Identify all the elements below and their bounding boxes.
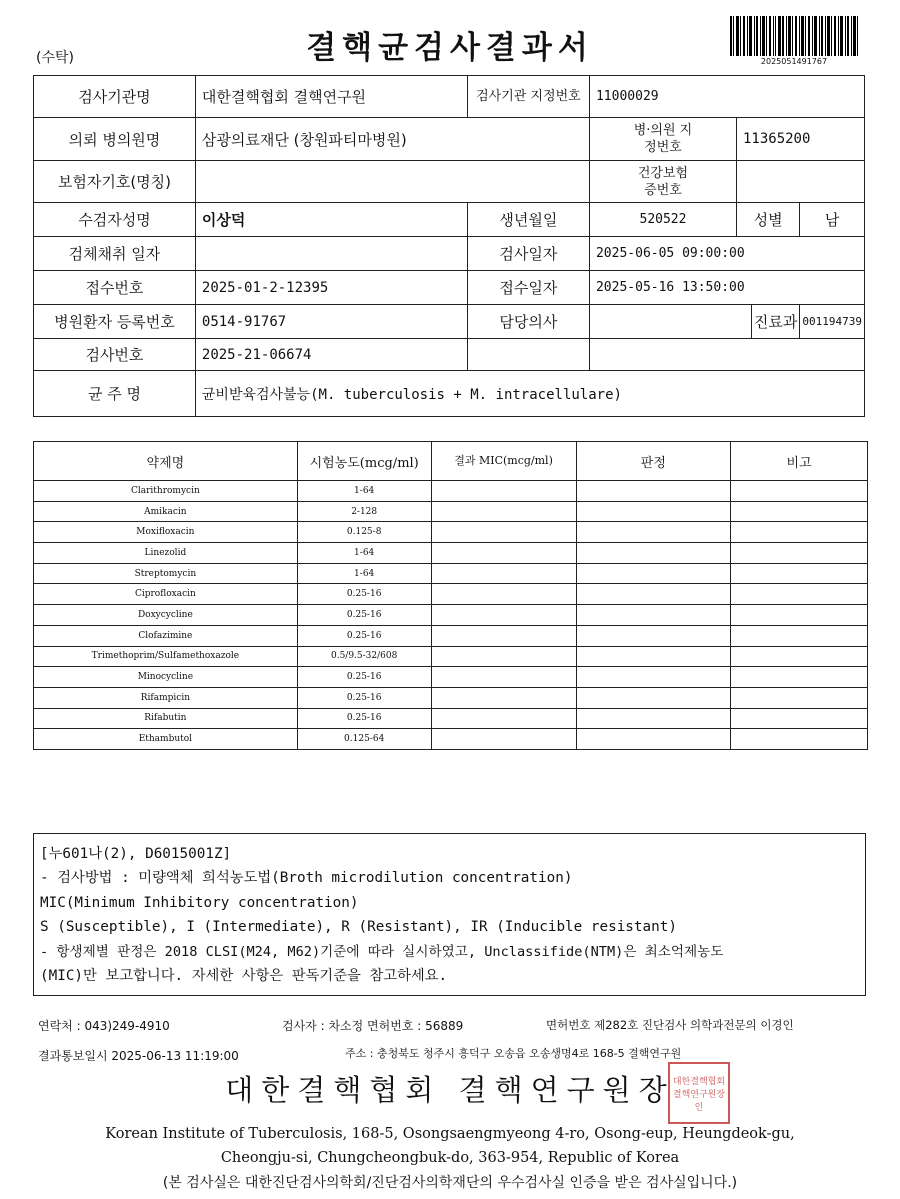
- barcode-number: 2025051491767: [760, 57, 828, 66]
- method-line: - 항생제별 판정은 2018 CLSI(M24, M62)기준에 따라 실시하였고, Unclassifide(NTM)은 최소억제농도: [40, 943, 724, 960]
- inst-code-value: 11000029: [589, 76, 864, 118]
- remark-cell: [731, 481, 868, 502]
- requester-value: 삼광의료재단 (창원파티마병원): [195, 118, 589, 161]
- test-number-label: 검사번호: [34, 339, 196, 371]
- drug-range: 0.25-16: [297, 584, 431, 605]
- lab-address: 주소 : 충청북도 청주시 흥덕구 오송읍 오송생명4로 168-5 결핵연구원: [345, 1047, 682, 1060]
- mic-cell: [431, 501, 576, 522]
- interp-cell: [576, 708, 731, 729]
- drug-range: 0.125-64: [297, 729, 431, 750]
- accession-label: 접수번호: [34, 271, 196, 305]
- remark-cell: [731, 667, 868, 688]
- table-row: [34, 563, 868, 584]
- drug-name: Trimethoprim/Sulfamethoxazole: [34, 646, 298, 667]
- test-date-value: 2025-06-05 09:00:00: [589, 237, 864, 271]
- insurance-label: 보험자기호(명칭): [34, 161, 196, 203]
- table-row: [34, 501, 868, 522]
- drug-range: 0.25-16: [297, 625, 431, 646]
- susceptibility-table: [33, 441, 868, 750]
- sex-value: 남: [800, 203, 865, 237]
- health-ins-value: [736, 161, 864, 203]
- remark-cell: [731, 563, 868, 584]
- patient-name-label: 수검자성명: [34, 203, 196, 237]
- barcode-icon: [730, 16, 858, 56]
- method-line: - 검사방법 : 미량액체 희석농도법(Broth microdilution concentration): [40, 870, 573, 887]
- empty-cell: [467, 339, 589, 371]
- remark-cell: [731, 543, 868, 564]
- header-drug: 약제명: [34, 442, 298, 481]
- interp-cell: [576, 646, 731, 667]
- doctor-label: 담당의사: [467, 305, 589, 339]
- interp-cell: [576, 625, 731, 646]
- mic-cell: [431, 708, 576, 729]
- remark-cell: [731, 729, 868, 750]
- header-range: 시험농도(mcg/ml): [297, 442, 431, 481]
- patient-reg-label: 병원환자 등록번호: [34, 305, 196, 339]
- mic-cell: [431, 563, 576, 584]
- physician-license: 면허번호 제282호 진단검사 의학과전문의 이경인: [546, 1018, 794, 1032]
- method-line: [누601나(2), D6015001Z]: [40, 846, 232, 862]
- remark-cell: [731, 687, 868, 708]
- remark-cell: [731, 708, 868, 729]
- institution-value: 대한결핵협회 결핵연구원: [195, 76, 467, 118]
- drug-name: Moxifloxacin: [34, 522, 298, 543]
- remark-cell: [731, 605, 868, 626]
- interp-cell: [576, 667, 731, 688]
- interp-cell: [576, 522, 731, 543]
- remark-cell: [731, 625, 868, 646]
- hospital-code-label: 병·의원 지정번호: [589, 118, 736, 161]
- receipt-date-label: 접수일자: [467, 271, 589, 305]
- organism-label: 균 주 명: [34, 371, 196, 417]
- english-address-line-2: Cheongju-si, Chungcheongbuk-do, 363-954, Republic of Korea: [220, 1150, 680, 1166]
- table-row: [34, 708, 868, 729]
- method-line: S (Susceptible), I (Intermediate), R (Resistant), IR (Inducible resistant): [40, 919, 677, 936]
- document-title: 결핵균검사결과서: [306, 30, 594, 66]
- receipt-mark: (수탁): [36, 50, 74, 66]
- drug-range: 0.25-16: [297, 687, 431, 708]
- institution-signature: 대한결핵협회 결핵연구원장: [225, 1073, 675, 1107]
- inst-code-label: 검사기관 지정번호: [467, 76, 589, 118]
- english-address-line-1: Korean Institute of Tuberculosis, 168-5, Osongsaengmyeong 4-ro, Osong-eup, Heungdeok-gu,: [105, 1126, 795, 1142]
- birth-value: 520522: [589, 203, 736, 237]
- hospital-code-value: 11365200: [736, 118, 864, 161]
- collection-date-label: 검체채취 일자: [34, 237, 196, 271]
- interp-cell: [576, 584, 731, 605]
- institution-label: 검사기관명: [34, 76, 196, 118]
- certification-note: (본 검사실은 대한진단검사의학회/진단검사의학재단의 우수검사실 인증을 받은 검사실입니다.): [162, 1175, 738, 1191]
- header-mic: 결과 MIC(mcg/ml): [431, 442, 576, 481]
- drug-name: Amikacin: [34, 501, 298, 522]
- table-row: [34, 667, 868, 688]
- mic-cell: [431, 646, 576, 667]
- table-row: [34, 625, 868, 646]
- remark-cell: [731, 646, 868, 667]
- tester-info: 검사자 : 차소정 면허번호 : 56889: [282, 1019, 464, 1033]
- requester-label: 의뢰 병의원명: [34, 118, 196, 161]
- table-row: [34, 646, 868, 667]
- receipt-date-value: 2025-05-16 13:50:00: [589, 271, 864, 305]
- mic-cell: [431, 543, 576, 564]
- remark-cell: [731, 501, 868, 522]
- drug-range: 0.25-16: [297, 605, 431, 626]
- mic-cell: [431, 667, 576, 688]
- birth-label: 생년월일: [467, 203, 589, 237]
- remark-cell: [731, 584, 868, 605]
- interp-cell: [576, 605, 731, 626]
- patient-reg-value: 0514-91767: [195, 305, 467, 339]
- official-seal-icon: [668, 1062, 730, 1124]
- interp-cell: [576, 729, 731, 750]
- table-row: [34, 729, 868, 750]
- mic-cell: [431, 729, 576, 750]
- dept-label: 진료과: [751, 305, 799, 339]
- method-line: (MIC)만 보고합니다. 자세한 사항은 판독기준을 참고하세요.: [40, 968, 448, 985]
- drug-name: Clarithromycin: [34, 481, 298, 502]
- seal-text: 대한결핵협회결핵연구원장인: [672, 1076, 726, 1113]
- drug-name: Clofazimine: [34, 625, 298, 646]
- table-row: [34, 687, 868, 708]
- organism-value: 균비받육검사불능(M. tuberculosis + M. intracellulare): [195, 371, 864, 417]
- mic-cell: [431, 625, 576, 646]
- drug-name: Streptomycin: [34, 563, 298, 584]
- header-interpretation: 판정: [576, 442, 731, 481]
- mic-cell: [431, 522, 576, 543]
- patient-info-table: [33, 75, 865, 417]
- accession-value: 2025-01-2-12395: [195, 271, 467, 305]
- drug-range: 1-64: [297, 481, 431, 502]
- drug-name: Ethambutol: [34, 729, 298, 750]
- interp-cell: [576, 687, 731, 708]
- collection-date-value: [195, 237, 467, 271]
- drug-name: Ciprofloxacin: [34, 584, 298, 605]
- drug-range: 1-64: [297, 543, 431, 564]
- method-notes-box: [33, 833, 866, 996]
- test-date-label: 검사일자: [467, 237, 589, 271]
- mic-cell: [431, 687, 576, 708]
- mic-cell: [431, 481, 576, 502]
- table-row: [34, 481, 868, 502]
- empty-cell: [589, 339, 864, 371]
- method-line: MIC(Minimum Inhibitory concentration): [40, 894, 359, 911]
- health-ins-label: 건강보험 증번호: [589, 161, 736, 203]
- insurance-value: [195, 161, 589, 203]
- drug-range: 0.5/9.5-32/608: [297, 646, 431, 667]
- table-row: [34, 584, 868, 605]
- report-date: 결과통보일시 2025-06-13 11:19:00: [38, 1049, 239, 1063]
- drug-range: 0.25-16: [297, 708, 431, 729]
- contact-phone: 연락처 : 043)249-4910: [38, 1019, 170, 1033]
- doctor-value: [589, 305, 751, 339]
- sex-label: 성별: [736, 203, 799, 237]
- table-row: [34, 605, 868, 626]
- interp-cell: [576, 563, 731, 584]
- interp-cell: [576, 543, 731, 564]
- drug-name: Minocycline: [34, 667, 298, 688]
- drug-name: Doxycycline: [34, 605, 298, 626]
- remark-cell: [731, 522, 868, 543]
- drug-name: Rifampicin: [34, 687, 298, 708]
- patient-name-value: 이상덕: [195, 203, 467, 237]
- drug-range: 0.125-8: [297, 522, 431, 543]
- drug-range: 0.25-16: [297, 667, 431, 688]
- mic-cell: [431, 605, 576, 626]
- drug-name: Rifabutin: [34, 708, 298, 729]
- drug-range: 1-64: [297, 563, 431, 584]
- header-remarks: 비고: [731, 442, 868, 481]
- table-row: [34, 522, 868, 543]
- dept-value: 001194739: [800, 305, 865, 339]
- mic-cell: [431, 584, 576, 605]
- drug-name: Linezolid: [34, 543, 298, 564]
- drug-range: 2-128: [297, 501, 431, 522]
- interp-cell: [576, 501, 731, 522]
- table-row: [34, 543, 868, 564]
- test-number-value: 2025-21-06674: [195, 339, 467, 371]
- interp-cell: [576, 481, 731, 502]
